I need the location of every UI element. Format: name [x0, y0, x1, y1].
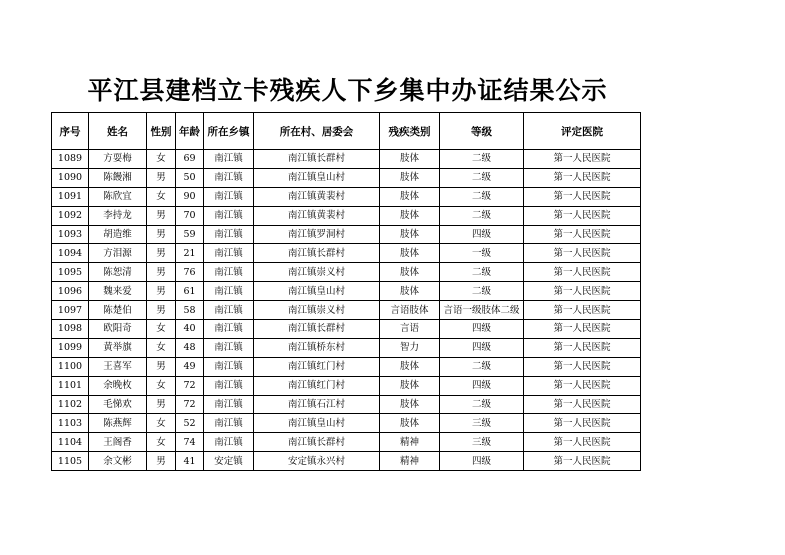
cell-gender: 女 [147, 414, 176, 433]
cell-serial-number: 1090 [52, 168, 89, 187]
cell-township: 南江镇 [204, 357, 254, 376]
cell-serial-number: 1102 [52, 395, 89, 414]
cell-gender: 女 [147, 376, 176, 395]
cell-village: 南江镇崇义村 [254, 263, 380, 282]
cell-hospital: 第一人民医院 [524, 414, 641, 433]
cell-disability-type: 肢体 [380, 225, 440, 244]
cell-hospital: 第一人民医院 [524, 452, 641, 471]
cell-township: 南江镇 [204, 225, 254, 244]
table-row [52, 225, 641, 244]
cell-age: 48 [176, 338, 204, 357]
cell-gender: 男 [147, 357, 176, 376]
cell-serial-number: 1096 [52, 282, 89, 301]
cell-hospital: 第一人民医院 [524, 395, 641, 414]
cell-village: 南江镇石江村 [254, 395, 380, 414]
header-hospital: 评定医院 [524, 113, 641, 150]
cell-township: 南江镇 [204, 320, 254, 339]
cell-age: 52 [176, 414, 204, 433]
cell-disability-type: 肢体 [380, 263, 440, 282]
cell-gender: 女 [147, 187, 176, 206]
cell-name: 余文彬 [89, 452, 147, 471]
header-serial-number: 序号 [52, 113, 89, 150]
cell-village: 南江镇长群村 [254, 433, 380, 452]
header-age: 年龄 [176, 113, 204, 150]
cell-grade: 三级 [440, 414, 524, 433]
cell-hospital: 第一人民医院 [524, 225, 641, 244]
cell-village: 南江镇红门村 [254, 376, 380, 395]
cell-gender: 女 [147, 150, 176, 169]
cell-name: 毛悌欢 [89, 395, 147, 414]
cell-grade: 四级 [440, 320, 524, 339]
cell-village: 南江镇黄裴村 [254, 206, 380, 225]
cell-age: 41 [176, 452, 204, 471]
cell-disability-type: 肢体 [380, 168, 440, 187]
cell-hospital: 第一人民医院 [524, 301, 641, 320]
cell-township: 南江镇 [204, 206, 254, 225]
table-row [52, 244, 641, 263]
results-table [51, 112, 641, 471]
cell-grade: 二级 [440, 357, 524, 376]
cell-township: 南江镇 [204, 414, 254, 433]
cell-hospital: 第一人民医院 [524, 376, 641, 395]
cell-serial-number: 1103 [52, 414, 89, 433]
cell-gender: 女 [147, 320, 176, 339]
table-row [52, 263, 641, 282]
cell-age: 72 [176, 395, 204, 414]
cell-grade: 二级 [440, 395, 524, 414]
header-name: 姓名 [89, 113, 147, 150]
cell-disability-type: 肢体 [380, 357, 440, 376]
cell-disability-type: 肢体 [380, 282, 440, 301]
cell-age: 50 [176, 168, 204, 187]
cell-disability-type: 肢体 [380, 376, 440, 395]
cell-name: 欧阳奇 [89, 320, 147, 339]
cell-village: 南江镇皇山村 [254, 282, 380, 301]
cell-age: 59 [176, 225, 204, 244]
cell-village: 南江镇长群村 [254, 150, 380, 169]
cell-village: 南江镇红门村 [254, 357, 380, 376]
cell-disability-type: 肢体 [380, 150, 440, 169]
cell-disability-type: 精神 [380, 452, 440, 471]
cell-name: 黄举旗 [89, 338, 147, 357]
cell-name: 余晚枚 [89, 376, 147, 395]
cell-name: 陈欣宜 [89, 187, 147, 206]
cell-grade: 言语一级肢体二级 [440, 301, 524, 320]
cell-hospital: 第一人民医院 [524, 263, 641, 282]
cell-disability-type: 肢体 [380, 187, 440, 206]
cell-village: 南江镇长群村 [254, 244, 380, 263]
cell-township: 南江镇 [204, 168, 254, 187]
table-row [52, 206, 641, 225]
table-row [52, 320, 641, 339]
cell-hospital: 第一人民医院 [524, 338, 641, 357]
cell-grade: 三级 [440, 433, 524, 452]
cell-name: 陈饅湘 [89, 168, 147, 187]
cell-disability-type: 肢体 [380, 206, 440, 225]
cell-gender: 男 [147, 244, 176, 263]
cell-gender: 男 [147, 282, 176, 301]
table-row [52, 452, 641, 471]
cell-name: 魏来爱 [89, 282, 147, 301]
cell-disability-type: 肢体 [380, 244, 440, 263]
header-village: 所在村、居委会 [254, 113, 380, 150]
cell-gender: 男 [147, 206, 176, 225]
cell-township: 南江镇 [204, 150, 254, 169]
header-township: 所在乡镇 [204, 113, 254, 150]
cell-hospital: 第一人民医院 [524, 150, 641, 169]
header-gender: 性别 [147, 113, 176, 150]
table-row [52, 282, 641, 301]
cell-grade: 一级 [440, 244, 524, 263]
cell-age: 72 [176, 376, 204, 395]
cell-township: 南江镇 [204, 282, 254, 301]
cell-name: 方耍梅 [89, 150, 147, 169]
cell-serial-number: 1104 [52, 433, 89, 452]
cell-grade: 二级 [440, 263, 524, 282]
cell-disability-type: 言语肢体 [380, 301, 440, 320]
cell-serial-number: 1098 [52, 320, 89, 339]
cell-name: 胡造维 [89, 225, 147, 244]
cell-disability-type: 言语 [380, 320, 440, 339]
cell-gender: 男 [147, 301, 176, 320]
cell-village: 南江镇长群村 [254, 320, 380, 339]
cell-village: 南江镇皇山村 [254, 414, 380, 433]
cell-hospital: 第一人民医院 [524, 433, 641, 452]
cell-name: 陈恕清 [89, 263, 147, 282]
cell-name: 陈燕辉 [89, 414, 147, 433]
cell-grade: 二级 [440, 187, 524, 206]
cell-age: 76 [176, 263, 204, 282]
cell-gender: 男 [147, 263, 176, 282]
cell-disability-type: 智力 [380, 338, 440, 357]
cell-township: 南江镇 [204, 395, 254, 414]
cell-village: 南江镇崇义村 [254, 301, 380, 320]
cell-hospital: 第一人民医院 [524, 282, 641, 301]
cell-name: 方泪源 [89, 244, 147, 263]
cell-age: 58 [176, 301, 204, 320]
cell-age: 70 [176, 206, 204, 225]
cell-township: 南江镇 [204, 263, 254, 282]
cell-hospital: 第一人民医院 [524, 187, 641, 206]
cell-township: 南江镇 [204, 376, 254, 395]
cell-township: 南江镇 [204, 244, 254, 263]
cell-village: 南江镇皇山村 [254, 168, 380, 187]
table-header-row [52, 113, 641, 150]
table-row [52, 357, 641, 376]
table-row [52, 433, 641, 452]
cell-township: 南江镇 [204, 338, 254, 357]
cell-hospital: 第一人民医院 [524, 357, 641, 376]
cell-gender: 男 [147, 452, 176, 471]
table-row [52, 395, 641, 414]
cell-township: 南江镇 [204, 301, 254, 320]
cell-age: 69 [176, 150, 204, 169]
cell-grade: 二级 [440, 168, 524, 187]
cell-serial-number: 1089 [52, 150, 89, 169]
cell-gender: 男 [147, 168, 176, 187]
table-row [52, 338, 641, 357]
cell-village: 南江镇黄裴村 [254, 187, 380, 206]
table-row [52, 301, 641, 320]
cell-disability-type: 精神 [380, 433, 440, 452]
cell-name: 李持龙 [89, 206, 147, 225]
cell-serial-number: 1097 [52, 301, 89, 320]
cell-serial-number: 1101 [52, 376, 89, 395]
cell-grade: 四级 [440, 338, 524, 357]
cell-name: 王阁香 [89, 433, 147, 452]
cell-serial-number: 1094 [52, 244, 89, 263]
table-row [52, 150, 641, 169]
cell-village: 南江镇桥东村 [254, 338, 380, 357]
cell-grade: 四级 [440, 452, 524, 471]
cell-hospital: 第一人民医院 [524, 320, 641, 339]
cell-age: 40 [176, 320, 204, 339]
cell-gender: 女 [147, 338, 176, 357]
cell-hospital: 第一人民医院 [524, 206, 641, 225]
cell-grade: 四级 [440, 376, 524, 395]
table-row [52, 414, 641, 433]
table-row [52, 187, 641, 206]
cell-grade: 二级 [440, 282, 524, 301]
cell-serial-number: 1092 [52, 206, 89, 225]
cell-age: 21 [176, 244, 204, 263]
cell-grade: 四级 [440, 225, 524, 244]
cell-township: 安定镇 [204, 452, 254, 471]
cell-age: 74 [176, 433, 204, 452]
cell-gender: 男 [147, 225, 176, 244]
cell-village: 安定镇永兴村 [254, 452, 380, 471]
cell-serial-number: 1100 [52, 357, 89, 376]
cell-gender: 男 [147, 395, 176, 414]
cell-disability-type: 肢体 [380, 414, 440, 433]
cell-township: 南江镇 [204, 433, 254, 452]
cell-township: 南江镇 [204, 187, 254, 206]
cell-age: 49 [176, 357, 204, 376]
header-disability-type: 残疾类别 [380, 113, 440, 150]
cell-serial-number: 1099 [52, 338, 89, 357]
cell-village: 南江镇罗洞村 [254, 225, 380, 244]
page-title: 平江县建档立卡残疾人下乡集中办证结果公示 [87, 76, 608, 105]
table-row [52, 168, 641, 187]
cell-hospital: 第一人民医院 [524, 244, 641, 263]
cell-name: 陈楚伯 [89, 301, 147, 320]
cell-hospital: 第一人民医院 [524, 168, 641, 187]
cell-age: 90 [176, 187, 204, 206]
table-row [52, 376, 641, 395]
cell-age: 61 [176, 282, 204, 301]
cell-serial-number: 1105 [52, 452, 89, 471]
cell-serial-number: 1091 [52, 187, 89, 206]
cell-disability-type: 肢体 [380, 395, 440, 414]
cell-serial-number: 1095 [52, 263, 89, 282]
cell-grade: 二级 [440, 150, 524, 169]
cell-serial-number: 1093 [52, 225, 89, 244]
cell-gender: 女 [147, 433, 176, 452]
cell-grade: 二级 [440, 206, 524, 225]
cell-name: 王喜军 [89, 357, 147, 376]
header-grade: 等级 [440, 113, 524, 150]
